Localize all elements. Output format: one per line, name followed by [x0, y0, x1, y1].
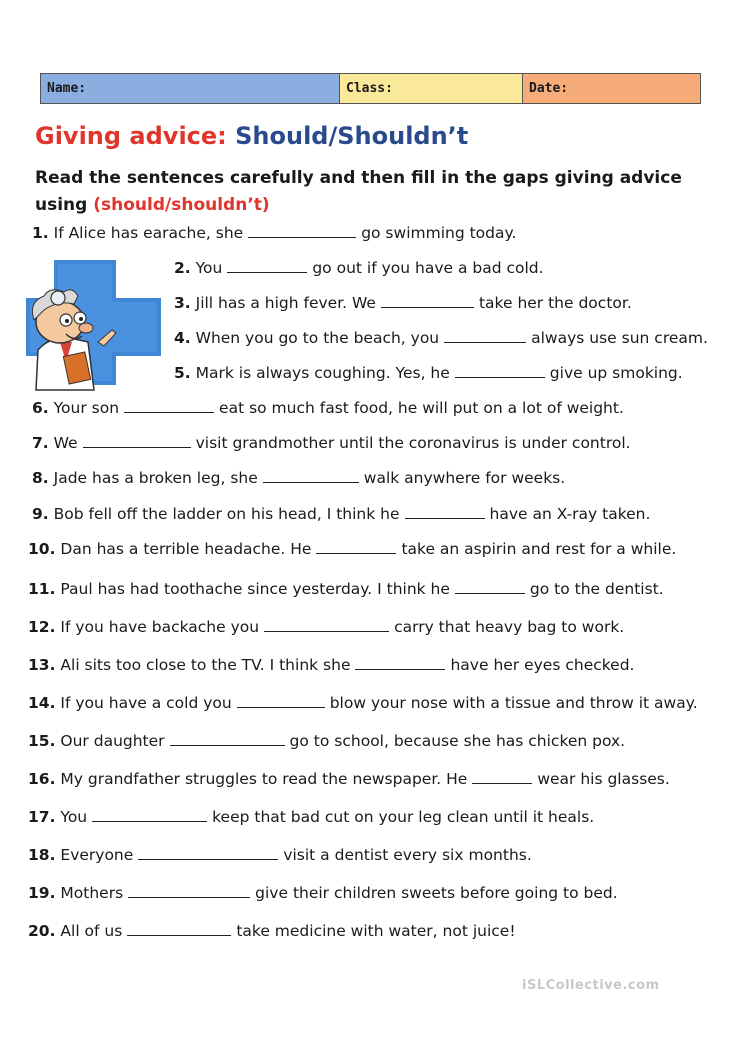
- answer-blank[interactable]: [263, 468, 359, 483]
- item-number: 9.: [32, 505, 49, 523]
- item-text-after: walk anywhere for weeks.: [363, 469, 566, 487]
- item-text-before: Mothers: [60, 884, 124, 902]
- class-field[interactable]: [339, 74, 522, 103]
- answer-blank[interactable]: [316, 539, 396, 554]
- item-number: 7.: [32, 434, 49, 452]
- exercise-item-11: [28, 579, 664, 599]
- item-text-before: You: [60, 808, 88, 826]
- item-text-before: If Alice has earache, she: [53, 224, 244, 242]
- answer-blank[interactable]: [444, 328, 526, 343]
- item-text-before: If you have a cold you: [60, 694, 232, 712]
- item-number: 12.: [28, 618, 56, 636]
- answer-blank[interactable]: [405, 504, 485, 519]
- item-text-after: take her the doctor.: [478, 294, 632, 312]
- item-text-after: eat so much fast food, he will put on a lot of weight.: [219, 399, 624, 417]
- item-text-before: Our daughter: [60, 732, 165, 750]
- item-text-after: go to school, because she has chicken pox.: [289, 732, 626, 750]
- item-text-before: My grandfather struggles to read the newspaper. He: [60, 770, 468, 788]
- item-number: 17.: [28, 808, 56, 826]
- item-text-before: Ali sits too close to the TV. I think she: [60, 656, 351, 674]
- exercise-item-18: [28, 845, 532, 865]
- exercise-item-17: [28, 807, 594, 827]
- item-text-after: have her eyes checked.: [450, 656, 635, 674]
- answer-blank[interactable]: [124, 398, 214, 413]
- exercise-item-16: [28, 769, 670, 789]
- exercise-item-6: [32, 398, 624, 418]
- item-text-before: You: [195, 259, 223, 277]
- item-number: 18.: [28, 846, 56, 864]
- exercise-item-7: [32, 433, 631, 453]
- item-number: 16.: [28, 770, 56, 788]
- instructions: [35, 165, 685, 219]
- answer-blank[interactable]: [455, 363, 545, 378]
- answer-blank[interactable]: [455, 579, 525, 594]
- item-text-after: have an X-ray taken.: [489, 505, 651, 523]
- item-text-after: always use sun cream.: [531, 329, 708, 347]
- answer-blank[interactable]: [355, 655, 445, 670]
- answer-blank[interactable]: [264, 617, 389, 632]
- exercise-item-8: [32, 468, 565, 488]
- item-text-before: Mark is always coughing. Yes, he: [195, 364, 450, 382]
- exercise-item-9: [32, 504, 650, 524]
- item-text-after: take an aspirin and rest for a while.: [401, 540, 677, 558]
- exercise-item-3: [174, 293, 632, 313]
- instructions-highlight: (should/shouldn’t): [93, 195, 270, 215]
- answer-blank[interactable]: [92, 807, 207, 822]
- item-text-before: Paul has had toothache since yesterday. I think he: [60, 580, 450, 598]
- instructions-text: Read the sentences carefully and then fill in the gaps giving advice using: [35, 168, 682, 215]
- item-number: 3.: [174, 294, 191, 312]
- item-text-after: keep that bad cut on your leg clean until it heals.: [212, 808, 595, 826]
- doctor-clipart-icon: [14, 250, 164, 395]
- item-text-after: go out if you have a bad cold.: [312, 259, 544, 277]
- item-text-after: give up smoking.: [549, 364, 683, 382]
- item-number: 14.: [28, 694, 56, 712]
- item-text-after: wear his glasses.: [537, 770, 670, 788]
- name-field[interactable]: [41, 74, 339, 103]
- class-label: Class:: [346, 81, 393, 96]
- item-text-after: take medicine with water, not juice!: [236, 922, 516, 940]
- exercise-item-14: [28, 693, 698, 713]
- exercise-item-4: [174, 328, 708, 348]
- student-info-bar: [40, 73, 701, 104]
- exercise-item-19: [28, 883, 618, 903]
- worksheet-title: [35, 122, 468, 150]
- title-part-1: Giving advice:: [35, 122, 227, 150]
- item-text-after: visit grandmother until the coronavirus is under control.: [195, 434, 631, 452]
- item-text-before: Bob fell off the ladder on his head, I think he: [53, 505, 400, 523]
- item-text-before: Your son: [53, 399, 120, 417]
- item-number: 19.: [28, 884, 56, 902]
- answer-blank[interactable]: [248, 223, 356, 238]
- answer-blank[interactable]: [128, 883, 250, 898]
- answer-blank[interactable]: [381, 293, 474, 308]
- item-number: 2.: [174, 259, 191, 277]
- item-number: 5.: [174, 364, 191, 382]
- date-field[interactable]: [522, 74, 700, 103]
- answer-blank[interactable]: [170, 731, 285, 746]
- exercise-item-1: [32, 223, 516, 243]
- item-number: 20.: [28, 922, 56, 940]
- item-text-after: blow your nose with a tissue and throw it away.: [329, 694, 698, 712]
- title-part-2: Should/Shouldn’t: [235, 122, 469, 150]
- item-text-after: go swimming today.: [361, 224, 517, 242]
- answer-blank[interactable]: [127, 921, 231, 936]
- item-text-before: Jade has a broken leg, she: [53, 469, 258, 487]
- item-text-before: We: [53, 434, 78, 452]
- item-text-after: carry that heavy bag to work.: [394, 618, 625, 636]
- item-text-before: Everyone: [60, 846, 134, 864]
- item-number: 6.: [32, 399, 49, 417]
- item-number: 15.: [28, 732, 56, 750]
- item-text-before: If you have backache you: [60, 618, 260, 636]
- item-text-before: Jill has a high fever. We: [195, 294, 376, 312]
- item-number: 13.: [28, 656, 56, 674]
- item-text-before: All of us: [60, 922, 123, 940]
- item-number: 8.: [32, 469, 49, 487]
- answer-blank[interactable]: [83, 433, 191, 448]
- item-number: 4.: [174, 329, 191, 347]
- item-text-after: visit a dentist every six months.: [283, 846, 532, 864]
- exercise-item-13: [28, 655, 634, 675]
- exercise-item-15: [28, 731, 625, 751]
- item-text-after: go to the dentist.: [529, 580, 664, 598]
- exercise-item-10: [28, 539, 676, 559]
- answer-blank[interactable]: [237, 693, 325, 708]
- exercise-item-20: [28, 921, 516, 941]
- item-number: 1.: [32, 224, 49, 242]
- item-text-before: Dan has a terrible headache. He: [60, 540, 312, 558]
- answer-blank[interactable]: [472, 769, 532, 784]
- item-text-after: give their children sweets before going to bed.: [255, 884, 618, 902]
- date-label: Date:: [529, 81, 569, 96]
- item-number: 11.: [28, 580, 56, 598]
- exercise-item-12: [28, 617, 624, 637]
- item-text-before: When you go to the beach, you: [195, 329, 440, 347]
- exercise-item-2: [174, 258, 544, 278]
- exercise-item-5: [174, 363, 683, 383]
- name-label: Name:: [47, 81, 87, 96]
- item-number: 10.: [28, 540, 56, 558]
- answer-blank[interactable]: [227, 258, 307, 273]
- site-watermark: iSLCollective.com: [522, 978, 660, 993]
- answer-blank[interactable]: [138, 845, 278, 860]
